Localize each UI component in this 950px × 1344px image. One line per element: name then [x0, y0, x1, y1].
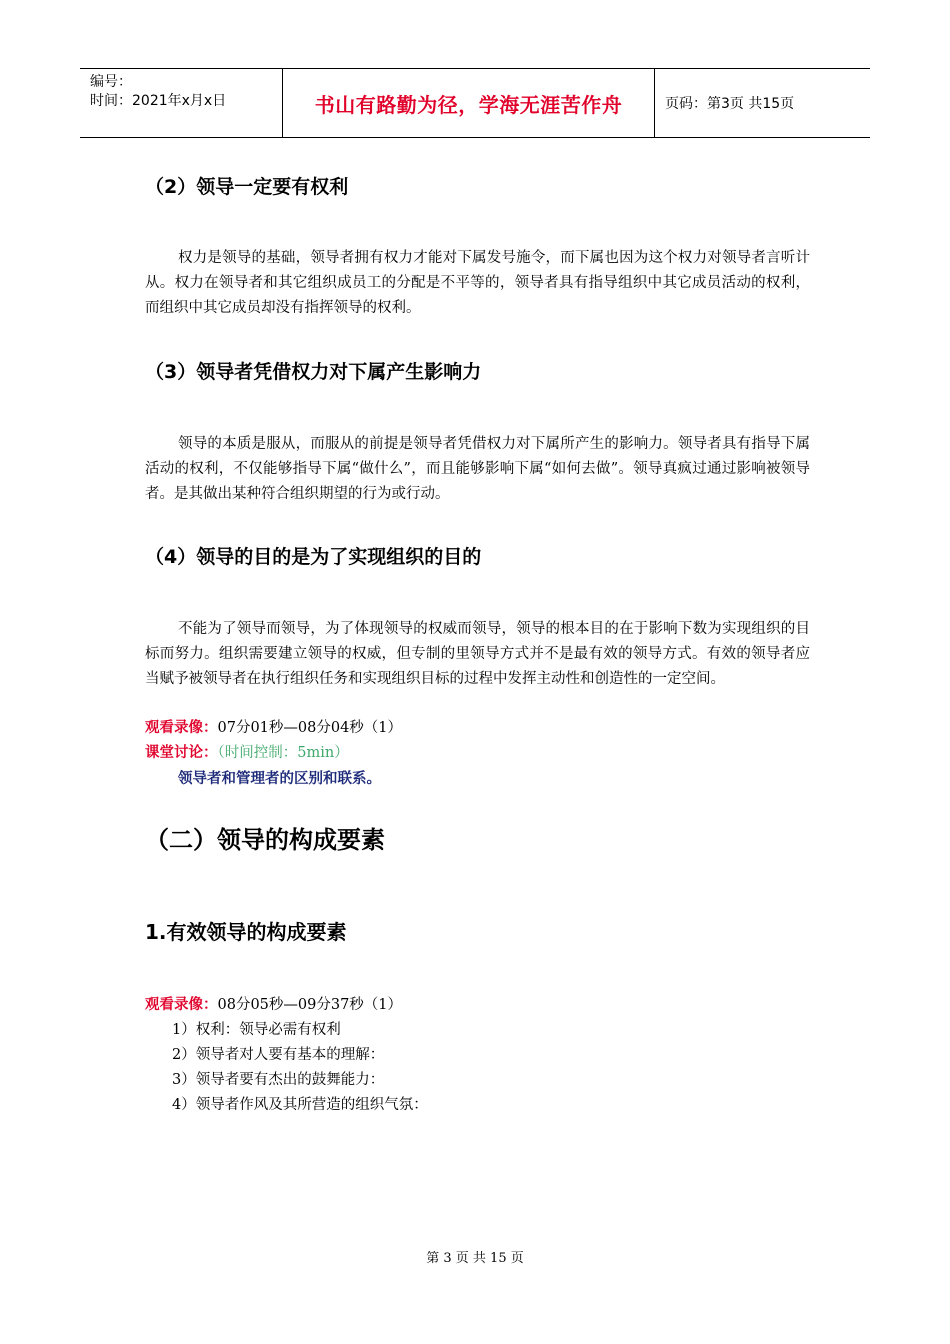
document-number-label: 编号： — [90, 74, 132, 90]
class-discussion-line — [145, 741, 810, 766]
section-4-paragraph: 不能为了领导而领导，为了体现领导的权威而领导，领导的根本目的在于影响下数为实现组织的目标而努力。组织需要建立领导的权威，但专制的里领导方式并不是最有效的领导方式。有效的领导者应当赋予被领导者在执行组织任务和实现组织目标的过程中发挥主动性和创造性的一定空间。 — [145, 621, 810, 687]
header-left-cell — [80, 69, 283, 137]
class-discussion-label: 课堂讨论： — [145, 745, 218, 761]
list-item: 1）权利：领导必需有权利 — [172, 1022, 341, 1038]
watch-video-time: 07分01秒—08分04秒（1） — [217, 720, 403, 736]
watch-video-label: 观看录像： — [145, 997, 218, 1013]
header-motto-cell — [283, 69, 655, 137]
section-4-heading: （4）领导的目的是为了实现组织的目的 — [145, 546, 482, 568]
page-header — [80, 68, 870, 138]
document-date: 时间：2021年x月x日 — [90, 93, 227, 109]
section-2-heading: （2）领导一定要有权利 — [145, 176, 349, 198]
watch-video-line-1 — [145, 716, 810, 741]
page-footer: 第 3 页 共 15 页 — [426, 1251, 524, 1266]
part-2-heading: （二）领导的构成要素 — [145, 826, 385, 854]
section-2-paragraph: 权力是领导的基础，领导者拥有权力才能对下属发号施令，而下属也因为这个权力对领导者言听计从。权力在领导者和其它组织成员工的分配是不平等的，领导者具有指导组织中其它成员活动的权利，而组织中其它成员却没有指挥领导的权利。 — [145, 250, 810, 316]
watch-video-label: 观看录像： — [145, 720, 218, 736]
subsection-1-heading: 1.有效领导的构成要素 — [145, 920, 347, 944]
header-page-cell — [655, 69, 870, 137]
class-discussion-time: （时间控制：5min） — [217, 745, 349, 761]
list-item: 4）领导者作风及其所营造的组织气氛： — [172, 1097, 428, 1113]
list-item: 2）领导者对人要有基本的理解： — [172, 1047, 385, 1063]
section-3-heading: （3）领导者凭借权力对下属产生影响力 — [145, 361, 482, 383]
watch-video-line-2 — [145, 993, 810, 1018]
header-motto: 书山有路勤为径，学海无涯苦作舟 — [314, 92, 623, 117]
list-item: 3）领导者要有杰出的鼓舞能力： — [172, 1072, 385, 1088]
watch-video-time: 08分05秒—09分37秒（1） — [217, 997, 403, 1013]
discussion-topic: 领导者和管理者的区别和联系。 — [178, 771, 381, 787]
header-page-info: 页码：第3页 共15页 — [665, 96, 795, 112]
section-3-paragraph: 领导的本质是服从，而服从的前提是领导者凭借权力对下属所产生的影响力。领导者具有指导下属活动的权利，不仅能够指导下属“做什么”，而且能够影响下属“如何去做”。领导真疯过通过影响被领导者。是其做出某种符合组织期望的行为或行动。 — [145, 436, 810, 502]
